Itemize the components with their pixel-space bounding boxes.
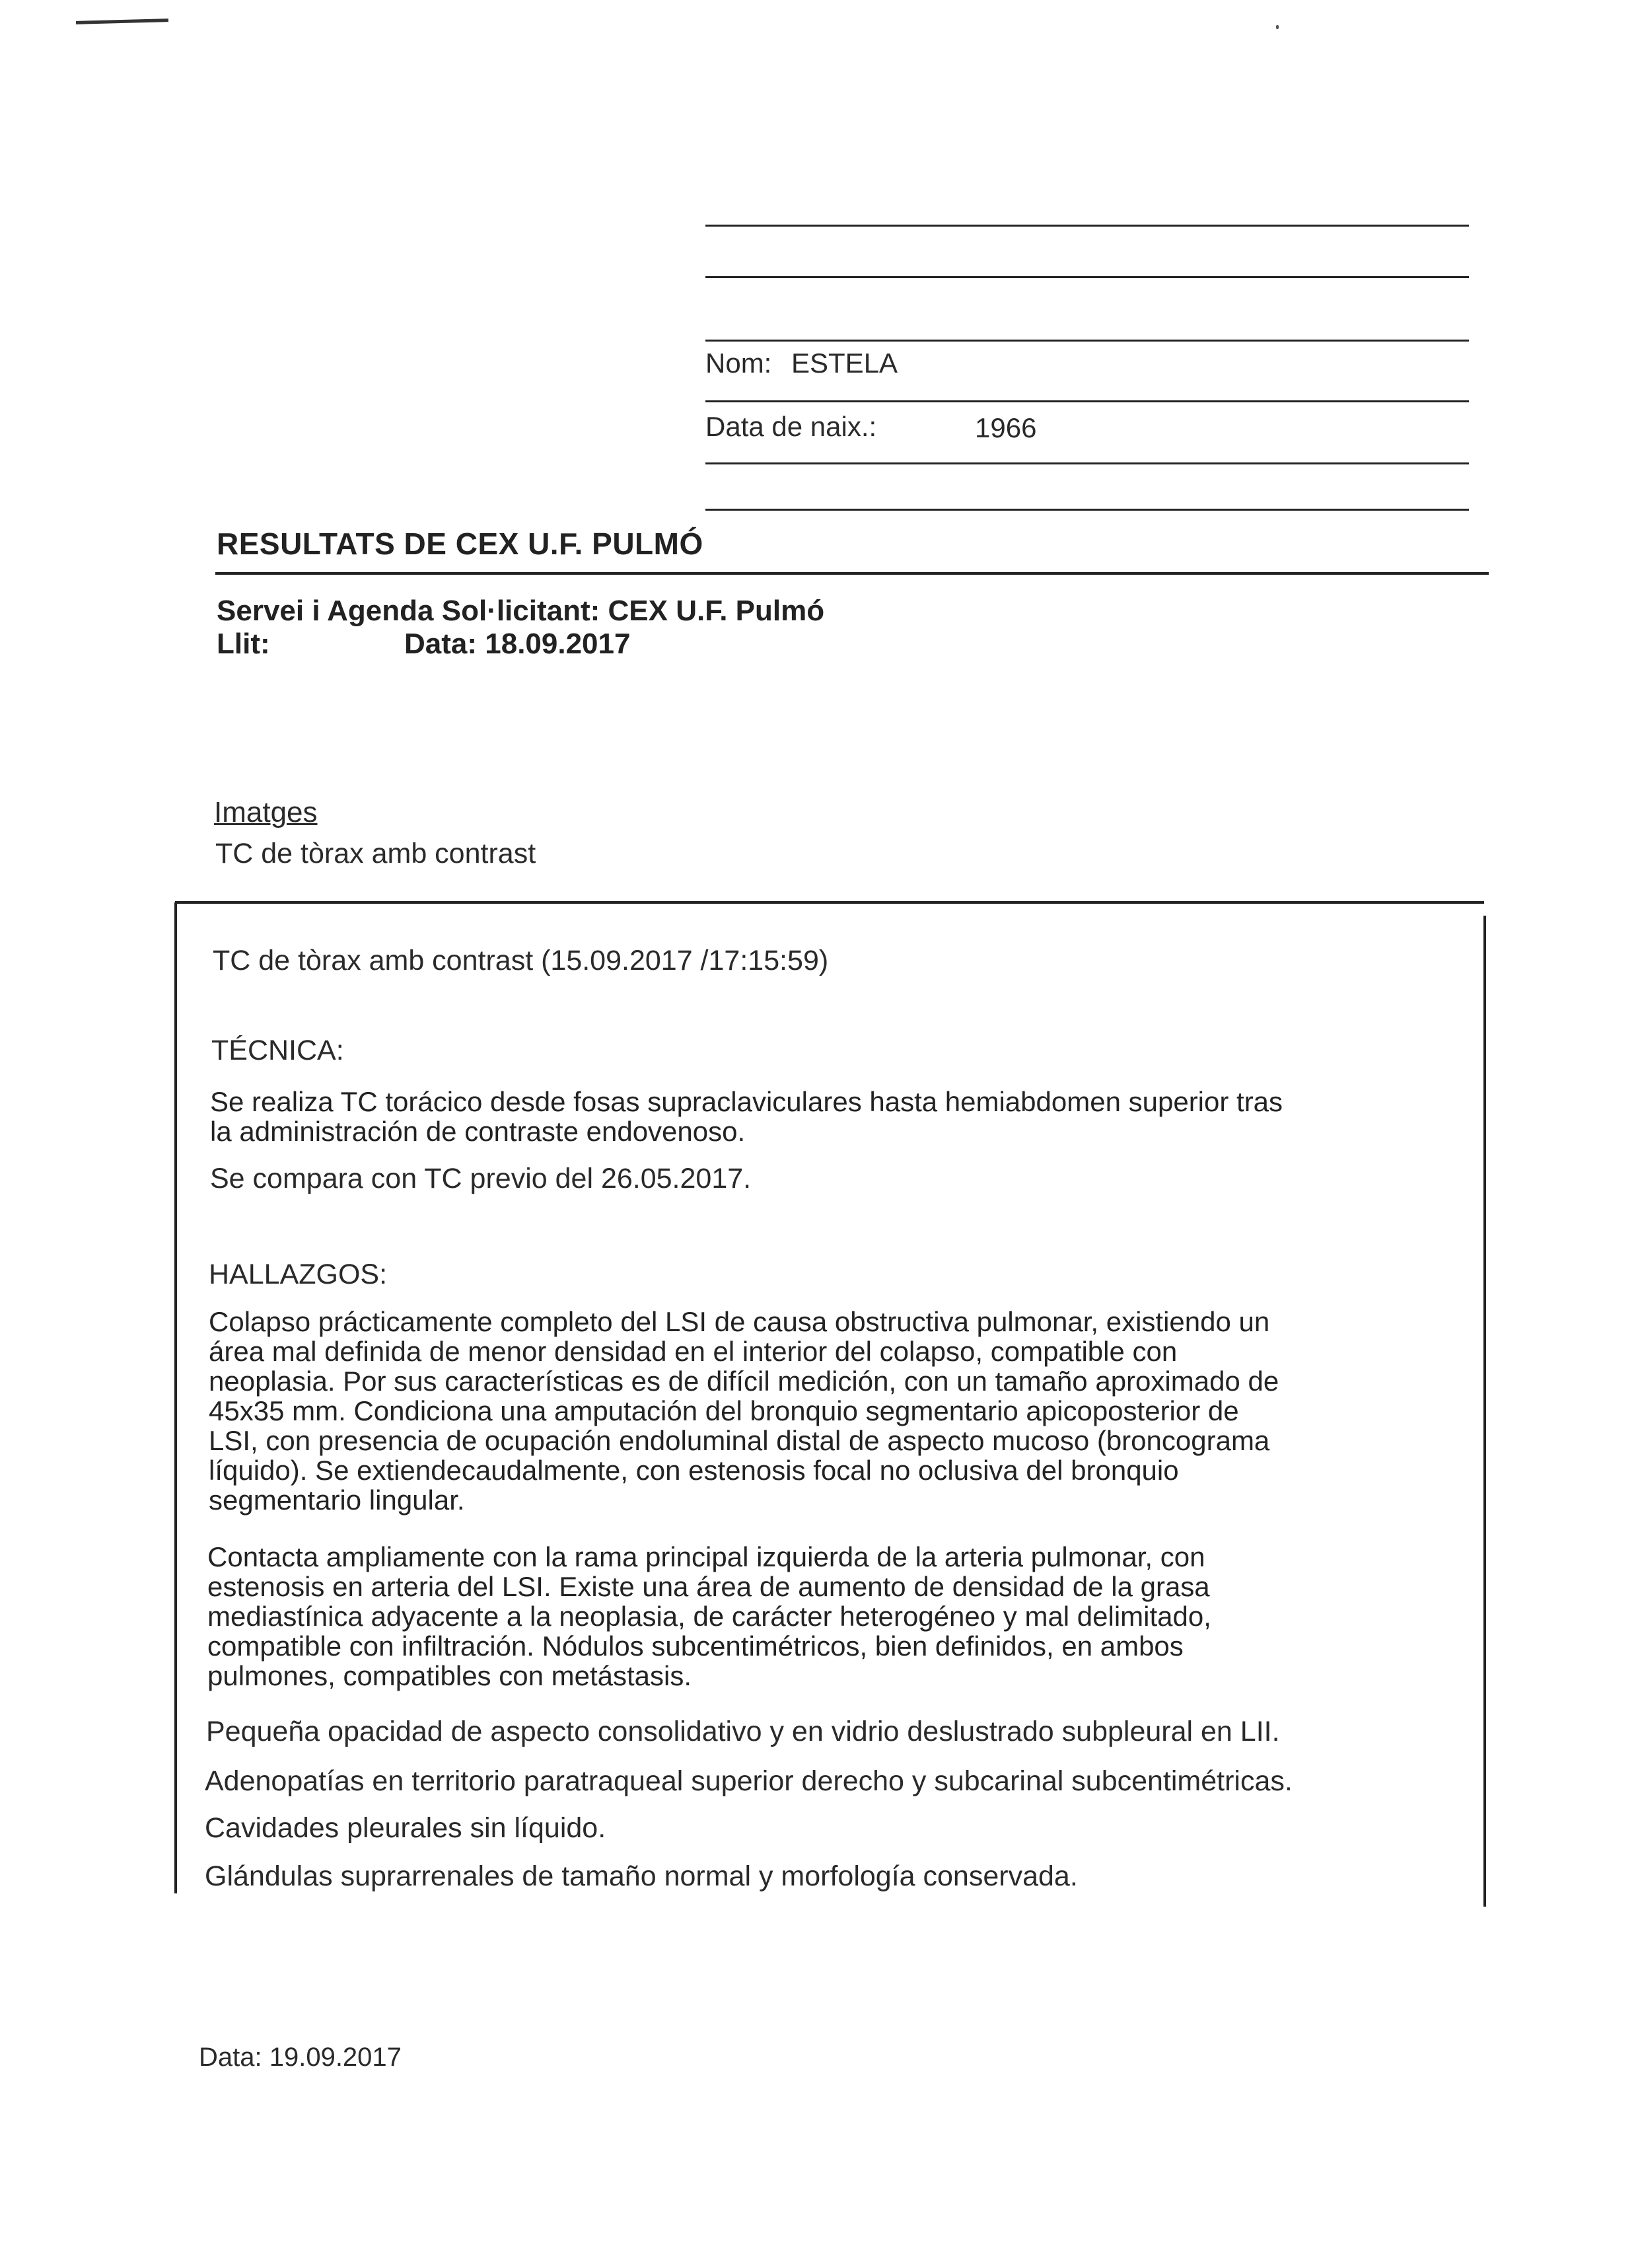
text-line: la administración de contraste endovenoso. — [210, 1116, 746, 1147]
technique-heading: TÉCNICA: — [211, 1035, 344, 1066]
findings-paragraph-2 — [207, 1542, 1449, 1691]
findings-paragraph-4: Adenopatías en territorio paratraqueal superior derecho y subcarinal subcentimétricas. — [205, 1765, 1293, 1797]
scan-speck — [1276, 25, 1279, 29]
header-rule — [705, 400, 1469, 402]
findings-paragraph-5: Cavidades pleurales sin líquido. — [205, 1812, 606, 1844]
header-rule — [705, 509, 1469, 511]
text-line: 45x35 mm. Condiciona una amputación del bronquio segmentario apicoposterior de — [209, 1395, 1239, 1426]
text-line: segmentario lingular. — [209, 1484, 465, 1516]
birth-date-label: Data de naix.: — [705, 411, 877, 442]
footer-date: Data: 19.09.2017 — [199, 2043, 402, 2072]
report-title: RESULTATS DE CEX U.F. PULMÓ — [217, 527, 703, 561]
title-rule — [215, 572, 1489, 575]
images-item: TC de tòrax amb contrast — [215, 838, 536, 869]
report-box-border — [175, 901, 1484, 904]
text-line: líquido). Se extiendecaudalmente, con estenosis focal no oclusiva del bronquio — [209, 1455, 1179, 1486]
study-title: TC de tòrax amb contrast (15.09.2017 /17:15:59) — [213, 945, 829, 976]
report-box-border — [174, 902, 177, 1893]
report-date: Data: 18.09.2017 — [404, 628, 631, 660]
text-line: pulmones, compatibles con metástasis. — [207, 1660, 692, 1691]
findings-paragraph-1 — [209, 1307, 1450, 1515]
scan-mark — [76, 18, 168, 24]
text-line: mediastínica adyacente a la neoplasia, de carácter heterogéneo y mal delimitado, — [207, 1601, 1211, 1632]
images-heading: Imatges — [214, 796, 318, 828]
technique-text — [210, 1087, 1452, 1146]
text-line: Se realiza TC torácico desde fosas supraclaviculares hasta hemiabdomen superior tras — [210, 1086, 1283, 1117]
text-line: compatible con infiltración. Nódulos subcentimétricos, bien definidos, en ambos — [207, 1630, 1184, 1662]
comparison-text: Se compara con TC previo del 26.05.2017. — [210, 1163, 752, 1194]
birth-date-value: 1966 — [975, 412, 1037, 443]
requesting-service: Servei i Agenda Sol·licitant: CEX U.F. Pulmó — [217, 595, 825, 627]
header-rule — [705, 462, 1469, 464]
findings-heading: HALLAZGOS: — [209, 1259, 388, 1290]
header-rule — [705, 225, 1469, 227]
text-line: neoplasia. Por sus características es de difícil medición, con un tamaño aproximado de — [209, 1366, 1279, 1397]
text-line: estenosis en arteria del LSI. Existe una área de aumento de densidad de la grasa — [207, 1571, 1210, 1602]
text-line: Colapso prácticamente completo del LSI de causa obstructiva pulmonar, existiendo un — [209, 1306, 1270, 1337]
patient-name-label: Nom: — [705, 348, 772, 379]
bed-label: Llit: — [217, 628, 270, 660]
patient-name-value: ESTELA — [791, 348, 898, 379]
text-line: Contacta ampliamente con la rama principal izquierda de la arteria pulmonar, con — [207, 1541, 1205, 1572]
report-box-border — [1483, 916, 1486, 1907]
findings-paragraph-3: Pequeña opacidad de aspecto consolidativo y en vidrio deslustrado subpleural en LII. — [206, 1716, 1280, 1747]
header-rule — [705, 340, 1469, 342]
header-rule — [705, 276, 1469, 278]
findings-paragraph-6: Glándulas suprarrenales de tamaño normal y morfología conservada. — [205, 1860, 1078, 1892]
text-line: LSI, con presencia de ocupación endoluminal distal de aspecto mucoso (broncograma — [209, 1425, 1270, 1456]
text-line: área mal definida de menor densidad en el interior del colapso, compatible con — [209, 1336, 1178, 1367]
